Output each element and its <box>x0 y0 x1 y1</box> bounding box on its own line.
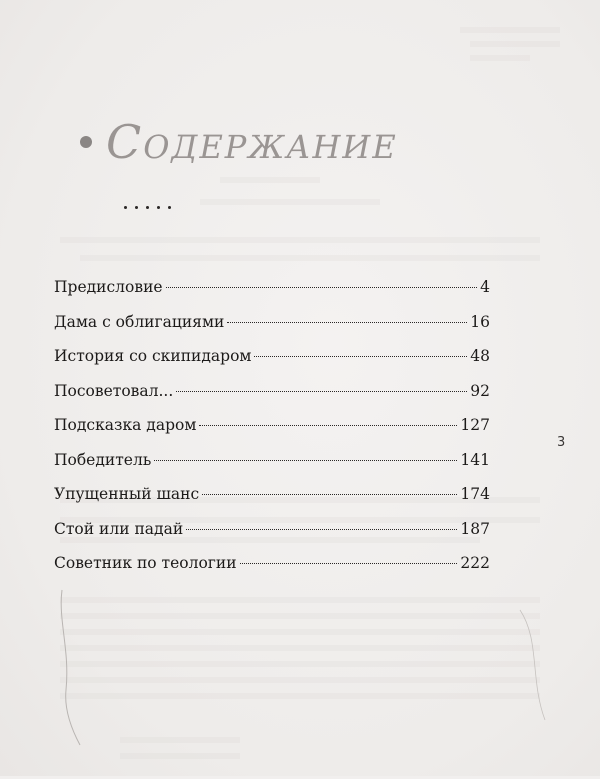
toc-entry-page: 174 <box>460 485 490 503</box>
toc-entry-title: Упущенный шанс <box>54 485 200 503</box>
toc-entry-page: 127 <box>460 416 490 434</box>
toc-entry-page: 187 <box>460 519 490 538</box>
toc-entry-page: 16 <box>470 312 490 331</box>
toc-entry-title: Дама с облигациями <box>54 312 225 331</box>
page-number: 3 <box>557 435 566 450</box>
toc-entry-page: 141 <box>460 450 490 469</box>
toc-entry-title: Предисловие <box>54 278 163 296</box>
toc-entry-page: 222 <box>460 554 490 572</box>
toc-entry-title: Стой или падай <box>54 519 184 538</box>
toc-entry-page: 48 <box>470 347 490 365</box>
toc-entry-title: Победитель <box>54 450 152 469</box>
toc-entry-title: Подсказка даром <box>54 416 197 434</box>
toc-entry-title: Посоветовал... <box>54 381 174 400</box>
toc-entry-page: 92 <box>470 381 490 400</box>
page-title: Содержание <box>106 115 398 169</box>
toc-entry-page: 4 <box>480 278 490 296</box>
toc-entry-title: История со скипидаром <box>54 347 252 365</box>
toc-entry-title: Советник по теологии <box>54 554 237 572</box>
